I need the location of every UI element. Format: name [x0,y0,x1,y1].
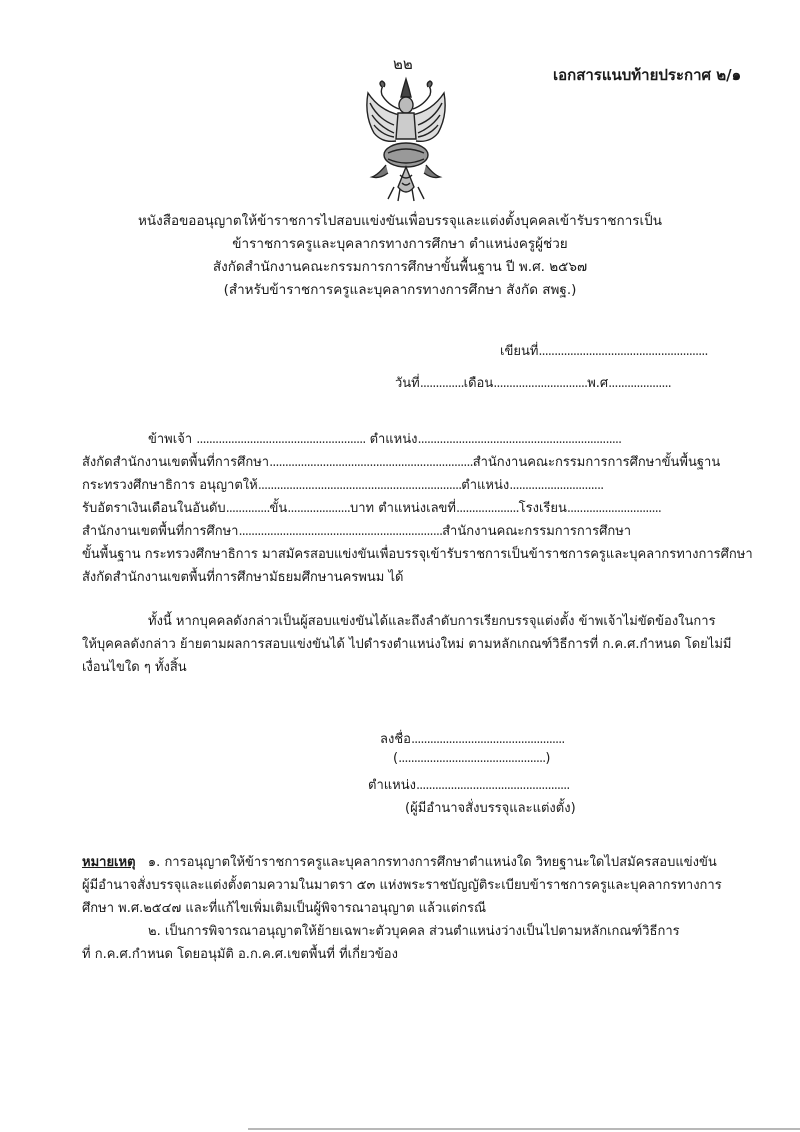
signer-position-field[interactable] [368,774,569,795]
consent-line-1: ทั้งนี้ หากบุคคลดังกล่าวเป็นผู้สอบแข่งขันได้และถึงลำดับการเรียกบรรจุแต่งตั้ง ข้าพเจ้าไม่ขัดข้องในการ [148,614,716,629]
salary-rank-label: รับอัตราเงินเดือนในอันดับ [82,501,226,516]
signer-position-label: ตำแหน่ง [368,778,416,793]
title-line-4: (สำหรับข้าราชการครูและบุคลากรทางการศึกษา สังกัด สพฐ.) [223,282,577,298]
form-line-7: สังกัดสำนักงานเขตพื้นที่การศึกษามัธยมศึกษานครพนม ได้ [82,570,404,585]
permitted-person-input[interactable]: ................................................................. [257,478,462,493]
position-number-label: บาท ตำแหน่งเลขที่ [349,501,456,516]
remark-1-text: ๑. การอนุญาตให้ข้าราชการครูและบุคลากรทางการศึกษาตำแหน่งใด วิทยฐานะใดไปสมัครสอบแข่งขัน [147,855,717,870]
paren-close: ) [545,751,551,766]
remarks-label: หมายเหตุ [82,855,136,870]
signature-field[interactable] [380,728,564,749]
garuda-emblem-icon [360,75,452,203]
document-reference: เอกสารแนบท้ายประกาศ ๒/๑ [553,66,742,84]
school-label: โรงเรียน [518,501,567,516]
form-line-2 [82,451,720,472]
position-number-input[interactable]: .................... [456,501,519,516]
month-input[interactable]: .............................. [493,376,588,391]
permit-label: กระทรวงศึกษาธิการ อนุญาตให้ [82,478,258,493]
form-line-5 [82,520,631,541]
remark-1-line-2: ผู้มีอำนาจสั่งบรรจุและแต่งตั้งตามความในมาตรา ๕๓ แห่งพระราชบัญญัติระเบียบข้าราชการครูและบุคลากรทางการ [82,878,722,893]
signer-name-field[interactable] [393,751,550,766]
applicant-prefix: ข้าพเจ้า [148,432,193,447]
consent-line-3: เงื่อนไขใด ๆ ทั้งสิ้น [82,660,187,675]
position-label-2: ตำแหน่ง [461,478,510,493]
day-input[interactable]: .............. [419,376,464,391]
year-label: พ.ศ [587,376,609,391]
title-line-3: สังกัดสำนักงานคณะกรรมการการศึกษาขั้นพื้นฐาน ปี พ.ศ. ๒๕๖๗ [212,259,588,275]
form-line-6: ขั้นพื้นฐาน กระทรวงศึกษาธิการ มาสมัครสอบแข่งขันเพื่อบรรจุเข้ารับราชการเป็นข้าราชการครูและบุคลากรทางการศึกษา [82,547,753,562]
position-label: ตำแหน่ง [369,432,418,447]
signer-name-input[interactable]: ............................................... [398,751,546,766]
salary-rank-input[interactable]: .............. [225,501,270,516]
consent-line-2: ให้บุคคลดังกล่าว ย้ายตามผลการสอบแข่งขันได้ ไปดำรงตำแหน่งใหม่ ตามหลักเกณฑ์วิธีการที่ ก.ค.ศ.กำหนด โดยไม่มี [82,637,732,652]
day-label: วันที่ [395,376,420,391]
form-line-3 [82,474,603,495]
area-office-label: สังกัดสำนักงานเขตพื้นที่การศึกษา [82,455,270,470]
written-at-input[interactable]: ...................................................... [538,344,708,359]
obec-label-2: สำนักงานคณะกรรมการการศึกษา [442,524,632,539]
position-input-2[interactable]: .............................. [509,478,604,493]
written-at-field[interactable] [500,340,708,361]
remark-2-line-2: ที่ ก.ค.ศ.กำหนด โดยอนุมัติ อ.ก.ค.ศ.เขตพื้นที่ ที่เกี่ยวข้อง [82,947,398,962]
title-line-2: ข้าราชการครูและบุคลากรทางการศึกษา ตำแหน่งครูผู้ช่วย [232,236,568,252]
remark-1-line-1 [82,851,717,872]
scan-edge-divider [248,1128,800,1130]
paren-open: ( [393,751,399,766]
remark-2-line-1: ๒. เป็นการพิจารณาอนุญาตให้ย้ายเฉพาะตัวบุคคล ส่วนตำแหน่งว่างเป็นไปตามหลักเกณฑ์วิธีการ [148,924,680,939]
step-label: ขั้น [269,501,288,516]
step-input[interactable]: .................... [287,501,350,516]
area-office-input[interactable]: ................................................................. [269,455,473,470]
form-line-4 [82,497,661,518]
sign-label: ลงชื่อ [380,732,411,747]
form-line-1 [148,428,621,449]
position-input[interactable]: ................................................................. [417,432,622,447]
month-label: เดือน [463,376,494,391]
date-field[interactable] [395,372,671,393]
signer-position-input[interactable]: ................................................. [415,778,570,793]
area-office-input-2[interactable]: ................................................................. [238,524,443,539]
title-line-1: หนังสือขออนุญาตให้ข้าราชการไปสอบแข่งขันเพื่อบรรจุและแต่งตั้งบุคคลเข้ารับราชการเป็น [138,213,662,229]
page-number: ๒๒ [393,55,413,73]
remark-1-line-3: ศึกษา พ.ศ.๒๕๔๗ และที่แก้ไขเพิ่มเติมเป็นผู้พิจารณาอนุญาต แล้วแต่กรณี [82,901,487,916]
year-input[interactable]: .................... [608,376,671,391]
area-office-label-2: สำนักงานเขตพื้นที่การศึกษา [82,524,239,539]
written-at-label: เขียนที่ [500,344,539,359]
signature-input[interactable]: ................................................. [410,732,565,747]
applicant-name-input[interactable]: ...................................................... [196,432,366,447]
signer-role-caption: (ผู้มีอำนาจสั่งบรรจุและแต่งตั้ง) [405,801,576,816]
obec-label: สำนักงานคณะกรรมการการศึกษาขั้นพื้นฐาน [472,455,721,470]
school-input[interactable]: .............................. [566,501,661,516]
